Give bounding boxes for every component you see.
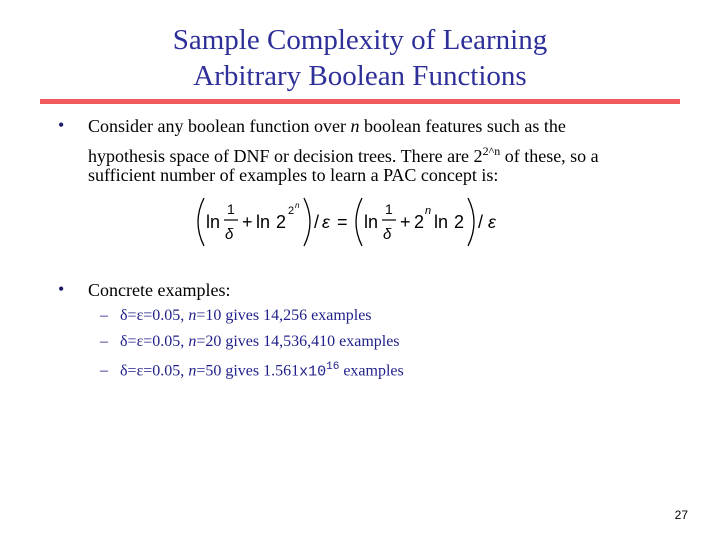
ln-rhs: ln <box>364 212 379 232</box>
example-2-n: n <box>188 333 197 350</box>
title-divider <box>40 99 680 104</box>
equals-sign: = <box>337 212 348 232</box>
example-2-prefix: δ=ε=0.05, <box>120 333 189 350</box>
sample-complexity-formula <box>190 192 510 252</box>
dash-2: – <box>100 333 108 350</box>
dash-1: – <box>100 307 108 324</box>
example-3-exponent: 16 <box>326 361 340 373</box>
example-1-prefix: δ=ε=0.05, <box>120 307 189 324</box>
slash-lhs: / <box>314 212 320 232</box>
variable-n: n <box>350 116 360 136</box>
exponent-n-rhs: n <box>425 205 432 217</box>
exponent-two-lhs: 2 <box>288 205 295 217</box>
numerator-rhs: 1 <box>385 201 393 217</box>
ln-arg-two-rhs: 2 <box>454 212 465 232</box>
delta-lhs: δ <box>225 226 234 243</box>
dash-3: – <box>100 362 108 380</box>
epsilon-rhs: ε <box>488 212 496 232</box>
bullet-1-line-3: sufficient number of examples to learn a PAC concept is: <box>88 165 499 185</box>
right-paren-lhs <box>304 198 310 246</box>
bullet-1-text-a: Consider any boolean function over <box>88 116 351 136</box>
power-exponent: 2^n <box>482 144 501 158</box>
plus-rhs: + <box>400 212 411 232</box>
epsilon-lhs: ε <box>322 212 330 232</box>
numerator-lhs: 1 <box>227 201 235 217</box>
bullet-1-text-d: of these, so a <box>500 146 599 166</box>
example-3-times-ten: x10 <box>299 363 327 381</box>
ln2-lhs: ln <box>256 212 271 232</box>
example-3-n: n <box>188 362 197 380</box>
bullet-1-line-1 <box>88 115 566 137</box>
delta-rhs: δ <box>383 226 392 243</box>
ln-lhs: ln <box>206 212 221 232</box>
example-1 <box>100 306 372 326</box>
slide-title-line-2: Arbitrary Boolean Functions <box>193 60 527 92</box>
example-3-tail: examples <box>339 362 404 380</box>
right-paren-rhs <box>468 198 474 246</box>
example-1-n: n <box>188 307 197 324</box>
bullet-1-text-c: hypothesis space of DNF or decision trees. There are 2 <box>88 146 483 166</box>
page-number: 27 <box>674 508 688 522</box>
bullet-1-line-2 <box>88 140 599 167</box>
example-2 <box>100 332 400 352</box>
exponent-n-lhs: n <box>295 201 300 210</box>
two-rhs: 2 <box>414 212 425 232</box>
left-paren-rhs <box>356 198 362 246</box>
bullet-marker-1: • <box>58 115 65 135</box>
example-1-rest: =10 gives 14,256 examples <box>196 307 372 324</box>
ln-2-rhs: ln <box>434 212 449 232</box>
slide-title-line-1: Sample Complexity of Learning <box>172 24 548 56</box>
example-3-rest: =50 gives 1.561 <box>196 362 300 380</box>
plus-lhs: + <box>242 212 253 232</box>
example-2-rest: =20 gives 14,536,410 examples <box>196 333 400 350</box>
example-3-prefix: δ=ε=0.05, <box>120 362 189 380</box>
example-3 <box>100 357 404 382</box>
left-paren-lhs <box>198 198 204 246</box>
slash-rhs: / <box>478 212 484 232</box>
two-lhs: 2 <box>276 212 287 232</box>
slide-title <box>0 22 720 94</box>
bullet-marker-2: • <box>58 279 65 299</box>
bullet-2-text: Concrete examples: <box>88 280 231 300</box>
bullet-1-text-b: boolean features such as the <box>359 116 566 136</box>
